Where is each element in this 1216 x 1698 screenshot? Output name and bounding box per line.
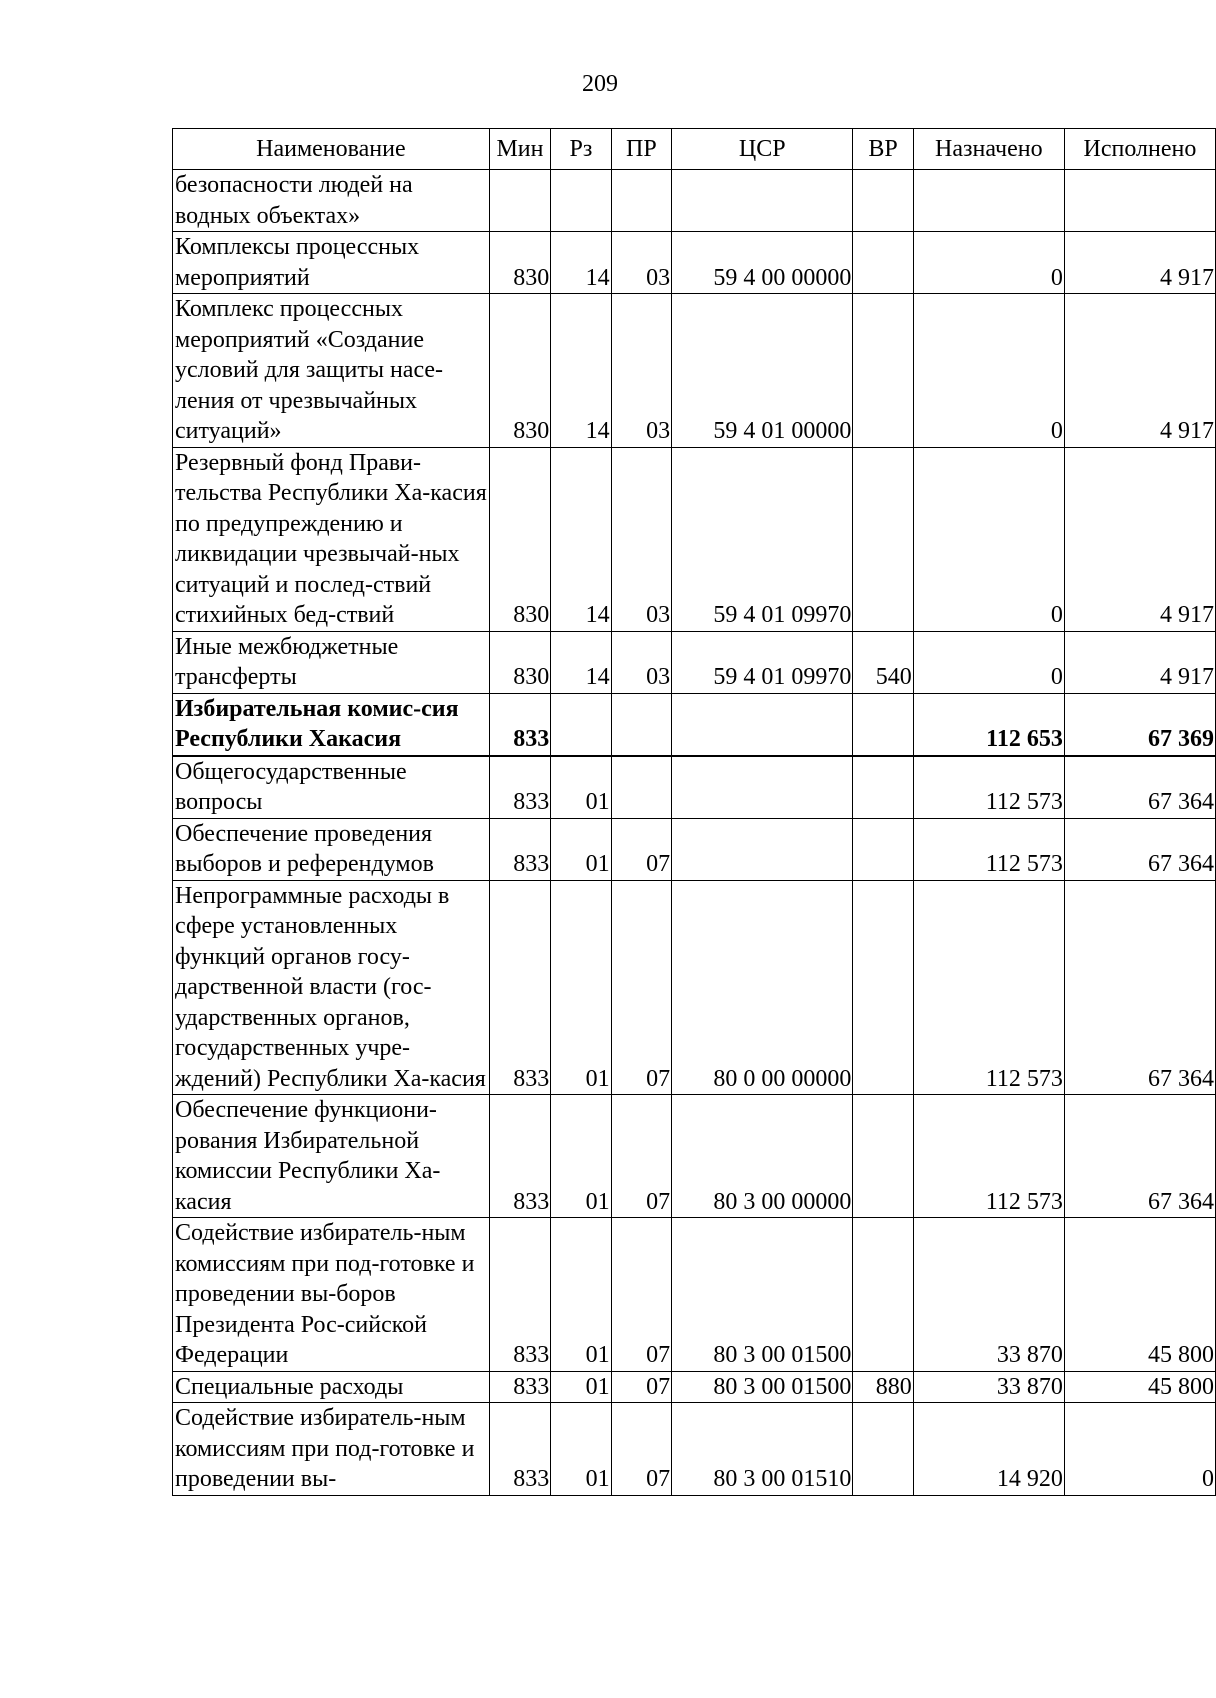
row-csr: 80 3 00 01500 [672, 1371, 853, 1403]
table-row [173, 818, 1216, 880]
row-rz: 14 [551, 447, 611, 631]
table-row [173, 756, 1216, 819]
row-name: Комплексы процессных мероприятий [173, 232, 490, 294]
row-csr [672, 818, 853, 880]
row-vr [853, 447, 913, 631]
table-row [173, 294, 1216, 448]
row-planned: 112 573 [913, 756, 1064, 819]
row-name: Специальные расходы [173, 1371, 490, 1403]
row-vr [853, 1095, 913, 1218]
row-vr: 540 [853, 631, 913, 693]
row-pr: 07 [611, 880, 671, 1095]
header-name: Наименование [173, 129, 490, 170]
row-vr [853, 880, 913, 1095]
row-rz: 01 [551, 818, 611, 880]
row-rz [551, 693, 611, 756]
row-vr [853, 1403, 913, 1496]
row-csr [672, 756, 853, 819]
table-row [173, 631, 1216, 693]
table-row [173, 447, 1216, 631]
row-vr: 880 [853, 1371, 913, 1403]
row-executed: 4 917 [1064, 232, 1215, 294]
row-name: Комплекс процессных мероприятий «Создание условий для защиты насе-ления от чрезвычайных ситуаций» [173, 294, 490, 448]
row-min: 833 [489, 1371, 550, 1403]
row-csr: 59 4 01 09970 [672, 631, 853, 693]
header-pr: ПР [611, 129, 671, 170]
row-name: Избирательная комис-сия Республики Хакасия [173, 693, 490, 756]
row-pr: 03 [611, 294, 671, 448]
row-name: Общегосударственные вопросы [173, 756, 490, 819]
row-executed: 67 364 [1064, 880, 1215, 1095]
header-planned: Назначено [913, 129, 1064, 170]
row-planned: 14 920 [913, 1403, 1064, 1496]
row-csr: 80 3 00 00000 [672, 1095, 853, 1218]
row-pr: 07 [611, 818, 671, 880]
row-pr [611, 693, 671, 756]
row-executed: 67 369 [1064, 693, 1215, 756]
row-pr: 07 [611, 1218, 671, 1372]
row-name: Содействие избиратель-ным комиссиям при под-готовке и проведении вы-боров Президента Рос-сийской Федерации [173, 1218, 490, 1372]
row-executed: 45 800 [1064, 1371, 1215, 1403]
row-min: 833 [489, 818, 550, 880]
row-min: 833 [489, 756, 550, 819]
row-name: Обеспечение функциони-рования Избирательной комиссии Республики Ха-касия [173, 1095, 490, 1218]
row-planned [913, 170, 1064, 232]
row-csr: 59 4 00 00000 [672, 232, 853, 294]
row-csr [672, 170, 853, 232]
row-planned: 112 653 [913, 693, 1064, 756]
row-executed: 4 917 [1064, 294, 1215, 448]
row-min: 830 [489, 631, 550, 693]
row-name: Резервный фонд Прави-тельства Республики Ха-касия по предупреждению и ликвидации чрезвычай-ных ситуаций и послед-ствий стихийных бед-ствий [173, 447, 490, 631]
table-row [173, 170, 1216, 232]
budget-table [172, 128, 1216, 1496]
row-executed: 0 [1064, 1403, 1215, 1496]
row-rz: 14 [551, 294, 611, 448]
row-executed [1064, 170, 1215, 232]
row-executed: 4 917 [1064, 631, 1215, 693]
row-csr [672, 693, 853, 756]
table-row-section [173, 693, 1216, 756]
row-min [489, 170, 550, 232]
row-csr: 59 4 01 00000 [672, 294, 853, 448]
table-row [173, 880, 1216, 1095]
row-planned: 33 870 [913, 1218, 1064, 1372]
row-rz: 14 [551, 232, 611, 294]
row-csr: 80 3 00 01510 [672, 1403, 853, 1496]
row-vr [853, 756, 913, 819]
row-pr: 03 [611, 447, 671, 631]
row-pr: 07 [611, 1403, 671, 1496]
row-rz [551, 170, 611, 232]
row-planned: 0 [913, 232, 1064, 294]
row-vr [853, 232, 913, 294]
row-min: 830 [489, 294, 550, 448]
row-planned: 0 [913, 447, 1064, 631]
row-executed: 67 364 [1064, 1095, 1215, 1218]
table-row [173, 1371, 1216, 1403]
row-executed: 67 364 [1064, 756, 1215, 819]
row-rz: 14 [551, 631, 611, 693]
table-row [173, 1403, 1216, 1496]
row-rz: 01 [551, 1403, 611, 1496]
row-name: Непрограммные расходы в сфере установленных функций органов госу-дарственной власти (гос-ударственных органов, государственных учре-ждений) Республики Ха-касия [173, 880, 490, 1095]
row-planned: 112 573 [913, 880, 1064, 1095]
row-vr [853, 170, 913, 232]
row-planned: 33 870 [913, 1371, 1064, 1403]
header-executed: Исполнено [1064, 129, 1215, 170]
header-rz: Рз [551, 129, 611, 170]
table-header-row [173, 129, 1216, 170]
row-planned: 112 573 [913, 818, 1064, 880]
row-csr: 59 4 01 09970 [672, 447, 853, 631]
row-planned: 0 [913, 631, 1064, 693]
row-rz: 01 [551, 1218, 611, 1372]
row-pr: 03 [611, 232, 671, 294]
row-pr: 07 [611, 1371, 671, 1403]
table-row [173, 1218, 1216, 1372]
page-number: 209 [582, 71, 618, 97]
row-rz: 01 [551, 1371, 611, 1403]
row-csr: 80 0 00 00000 [672, 880, 853, 1095]
row-executed: 45 800 [1064, 1218, 1215, 1372]
row-planned: 112 573 [913, 1095, 1064, 1218]
row-pr: 07 [611, 1095, 671, 1218]
row-rz: 01 [551, 880, 611, 1095]
row-planned: 0 [913, 294, 1064, 448]
row-executed: 4 917 [1064, 447, 1215, 631]
row-name: Иные межбюджетные трансферты [173, 631, 490, 693]
row-min: 830 [489, 447, 550, 631]
row-rz: 01 [551, 1095, 611, 1218]
row-rz: 01 [551, 756, 611, 819]
row-pr [611, 756, 671, 819]
header-csr: ЦСР [672, 129, 853, 170]
row-csr: 80 3 00 01500 [672, 1218, 853, 1372]
row-name: Обеспечение проведения выборов и референдумов [173, 818, 490, 880]
row-name: безопасности людей на водных объектах» [173, 170, 490, 232]
row-min: 833 [489, 1403, 550, 1496]
row-min: 833 [489, 693, 550, 756]
table-row [173, 232, 1216, 294]
row-pr: 03 [611, 631, 671, 693]
row-executed: 67 364 [1064, 818, 1215, 880]
header-vr: ВР [853, 129, 913, 170]
row-min: 833 [489, 1218, 550, 1372]
header-min: Мин [489, 129, 550, 170]
row-vr [853, 693, 913, 756]
row-min: 833 [489, 880, 550, 1095]
row-vr [853, 294, 913, 448]
row-min: 830 [489, 232, 550, 294]
row-name: Содействие избиратель-ным комиссиям при под-готовке и проведении вы- [173, 1403, 490, 1496]
row-vr [853, 1218, 913, 1372]
row-vr [853, 818, 913, 880]
row-min: 833 [489, 1095, 550, 1218]
row-pr [611, 170, 671, 232]
table-row [173, 1095, 1216, 1218]
